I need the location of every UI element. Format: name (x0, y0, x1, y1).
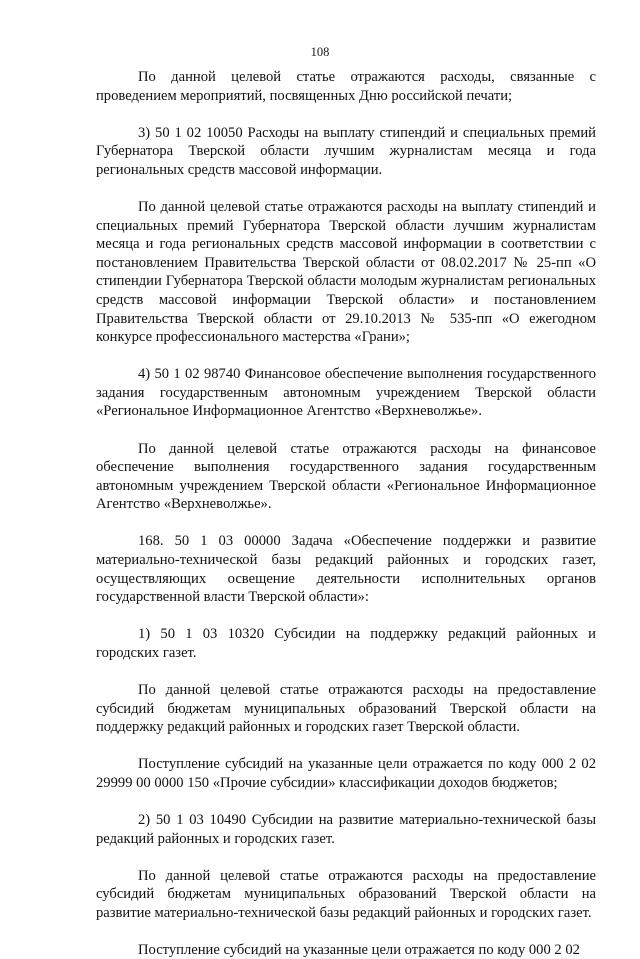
paragraph-subsidii-razvitie-description: По данной целевой статье отражаются расходы на предоставление субсидий бюджетам муниципальных образований Тверской области на развитие материально-технической базы редакций районных и городских газет. (96, 867, 596, 921)
paragraph-stipendii-description: По данной целевой статье отражаются расходы на выплату стипендий и специальных премий Губернатора Тверской области лучшим журналистам месяца и года региональных средств массовой информации в соответствии с постановлением Правительства Тверской области от 08.02.2017 № 25-пп «О стипендии Губернатора Тверской области молодым журналистам региональных средств массовой информации Тверской области» и постановлением Правительства Тверской области от 29.10.2013 № 535-пп «О ежегодном конкурсе профессионального мастерства «Грани»; (96, 198, 596, 346)
paragraph-subsidii-podderzhka-description: По данной целевой статье отражаются расходы на предоставление субсидий бюджетам муниципальных образований Тверской области на поддержку редакций районных и городских газет Тверской области. (96, 681, 596, 736)
paragraph-task-168: 168. 50 1 03 00000 Задача «Обеспечение поддержки и развитие материально-технической базы редакций районных и городских газет, осуществляющих освещение деятельности исполнительных органов государственной власти Тверской области»: (96, 533, 596, 606)
paragraph-verkhnevolzhye-description: По данной целевой статье отражаются расходы на финансовое обеспечение выполнения государственного задания государственным автономным учреждением Тверской области «Региональное Информационное Агентство «Верхневолжье». (96, 440, 596, 513)
paragraph-item-4-verkhnevolzhye: 4) 50 1 02 98740 Финансовое обеспечение выполнения государственного задания государственным автономным учреждением Тверской области «Региональное Информационное Агентство «Верхневолжье». (96, 366, 596, 420)
document-body (96, 68, 596, 959)
paragraph-income-code-continued: Поступление субсидий на указанные цели отражается по коду 000 2 02 (138, 941, 580, 958)
paragraph-item-2-subsidii-razvitie: 2) 50 1 03 10490 Субсидии на развитие материально-технической базы редакций районных и городских газет. (96, 811, 596, 847)
paragraph-item-3-stipendii: 3) 50 1 02 10050 Расходы на выплату стипендий и специальных премий Губернатора Тверской области лучшим журналистам месяца и года региональных средств массовой информации. (96, 124, 596, 178)
paragraph-income-code-prochie-subsidii: Поступление субсидий на указанные цели отражается по коду 000 2 02 29999 00 0000 150 «Прочие субсидии» классификации доходов бюджетов; (96, 756, 596, 791)
paragraph-item-1-subsidii-podderzhka: 1) 50 1 03 10320 Субсидии на поддержку редакций районных и городских газет. (96, 626, 596, 661)
page-number: 108 (310, 45, 330, 59)
paragraph-celevaya-statya-den-pechati: По данной целевой статье отражаются расходы, связанные с проведением мероприятий, посвященных Дню российской печати; (96, 69, 596, 104)
